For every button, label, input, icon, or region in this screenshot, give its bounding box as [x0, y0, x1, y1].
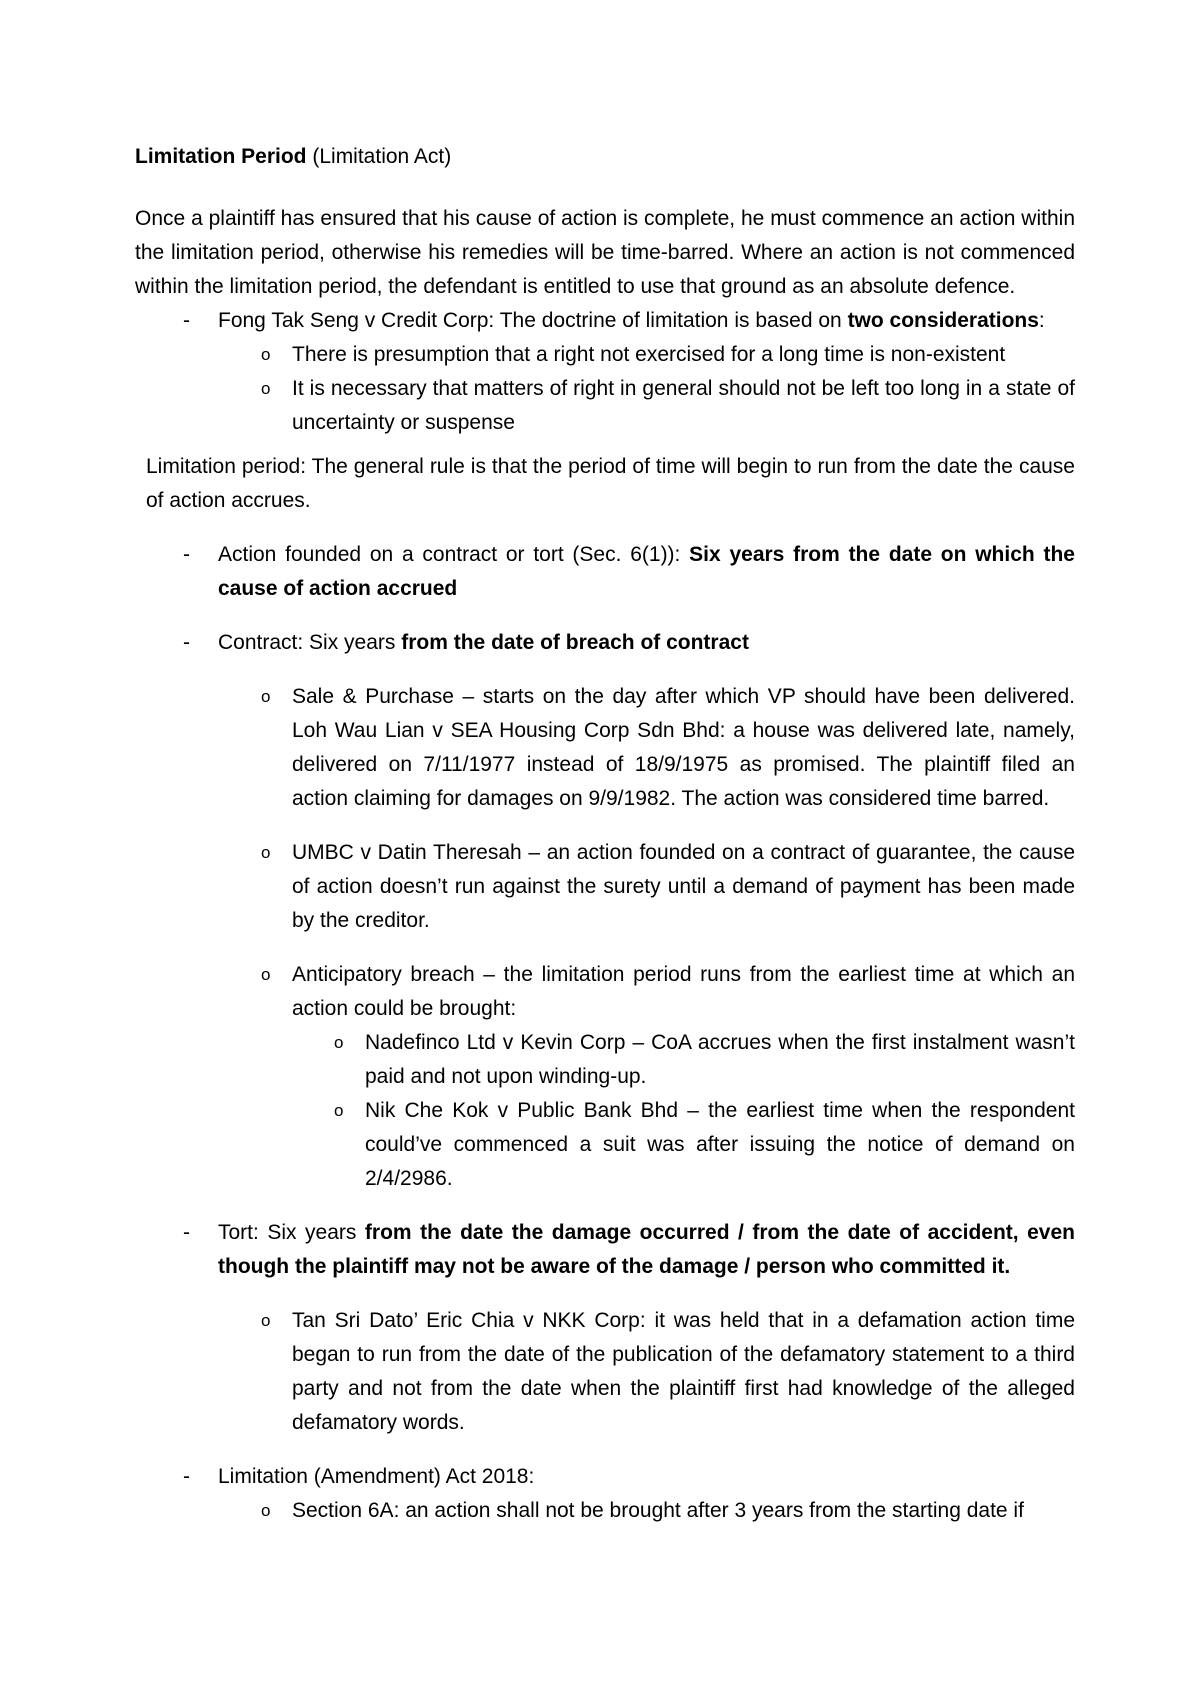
action-founded-bold: Six years from the date on which the cause of action accrued — [218, 543, 1075, 600]
contract-item-1: Sale & Purchase – starts on the day after which VP should have been delivered. Loh Wau Lian v SEA Housing Corp Sdn Bhd: a house was delivered late, namely, delivered on 7/11/1977 instead of 18/9/1975 as promised. The plaintiff filed an action claiming for damages on 9/9/1982. The action was considered time barred. — [292, 685, 1075, 810]
contract-bold: from the date of breach of contract — [401, 631, 749, 654]
dash-marker: - — [183, 1221, 190, 1244]
fong-tail: : — [1038, 309, 1045, 332]
list-item-fong — [183, 304, 1075, 338]
list-item-contract-3 — [261, 958, 1075, 1026]
fong-item-1: There is presumption that a right not exercised for a long time is non-existent — [292, 343, 1006, 366]
list-item-fong-1 — [261, 338, 1075, 372]
intro-paragraph: Once a plaintiff has ensured that his cause of action is complete, he must commence an action within the limitation period, otherwise his remedies will be time-barred. Where an action is not commenced within the limitation period, the defendant is entitled to use that ground as an absolute defence. — [135, 207, 1075, 298]
contract-sub-item-1: Nadefinco Ltd v Kevin Corp – CoA accrues when the first instalment wasn’t paid and not upon winding-up. — [365, 1031, 1075, 1088]
title-rest: (Limitation Act) — [306, 145, 452, 168]
bullet-marker: o — [334, 1101, 344, 1120]
limitation-rule-paragraph: Limitation period: The general rule is that the period of time will begin to run from the date the cause of action accrues. — [146, 455, 1075, 512]
contract-text: Contract: Six years — [218, 631, 402, 654]
tort-bold: from the date the damage occurred / from the date of accident, even though the plaintiff may not be aware of the damage / person who committed it. — [218, 1221, 1075, 1278]
dash-marker: - — [183, 1465, 190, 1488]
bullet-marker: o — [261, 345, 271, 364]
list-item-contract-2 — [261, 836, 1075, 938]
list-item-amendment — [183, 1460, 1075, 1494]
contract-item-3: Anticipatory breach – the limitation period runs from the earliest time at which an action could be brought: — [292, 963, 1075, 1020]
bullet-marker: o — [261, 843, 271, 862]
list-item-action-founded — [183, 538, 1075, 606]
contract-sub-item-2: Nik Che Kok v Public Bank Bhd – the earliest time when the respondent could’ve commenced a suit was after issuing the notice of demand on 2/4/2986. — [365, 1099, 1075, 1190]
tort-text: Tort: Six years — [218, 1221, 365, 1244]
amendment-text: Limitation (Amendment) Act 2018: — [218, 1465, 535, 1488]
title-bold: Limitation Period — [135, 145, 307, 168]
dash-marker: - — [183, 543, 190, 566]
list-item-fong-2 — [261, 372, 1075, 440]
amendment-item-1: Section 6A: an action shall not be brought after 3 years from the starting date if — [292, 1499, 1024, 1522]
list-item-contract — [183, 626, 1075, 660]
list-item-tort — [183, 1216, 1075, 1284]
tort-item-1: Tan Sri Dato’ Eric Chia v NKK Corp: it was held that in a defamation action time began to run from the date of the publication of the defamatory statement to a third party and not from the date when the plaintiff first had knowledge of the alleged defamatory words. — [292, 1309, 1075, 1434]
list-item-contract-sub-2 — [334, 1094, 1075, 1196]
fong-text: Fong Tak Seng v Credit Corp: The doctrine of limitation is based on — [218, 309, 848, 332]
bullet-marker: o — [261, 379, 271, 398]
list-item-contract-1 — [261, 680, 1075, 816]
bullet-marker: o — [261, 1501, 271, 1520]
fong-bold: two considerations — [847, 309, 1039, 332]
dash-marker: - — [183, 631, 190, 654]
list-item-amendment-1 — [261, 1494, 1075, 1528]
action-founded-text: Action founded on a contract or tort (Sec. 6(1)): — [218, 543, 690, 566]
page-title — [135, 140, 1075, 174]
list-item-contract-sub-1 — [334, 1026, 1075, 1094]
fong-item-2: It is necessary that matters of right in general should not be left too long in a state of uncertainty or suspense — [292, 377, 1075, 434]
bullet-marker: o — [334, 1033, 344, 1052]
bullet-marker: o — [261, 1311, 271, 1330]
dash-marker: - — [183, 309, 190, 332]
contract-item-2: UMBC v Datin Theresah – an action founded on a contract of guarantee, the cause of action doesn’t run against the surety until a demand of payment has been made by the creditor. — [292, 841, 1075, 932]
bullet-marker: o — [261, 965, 271, 984]
list-item-tort-1 — [261, 1304, 1075, 1440]
bullet-marker: o — [261, 687, 271, 706]
document-body — [135, 140, 1075, 1528]
